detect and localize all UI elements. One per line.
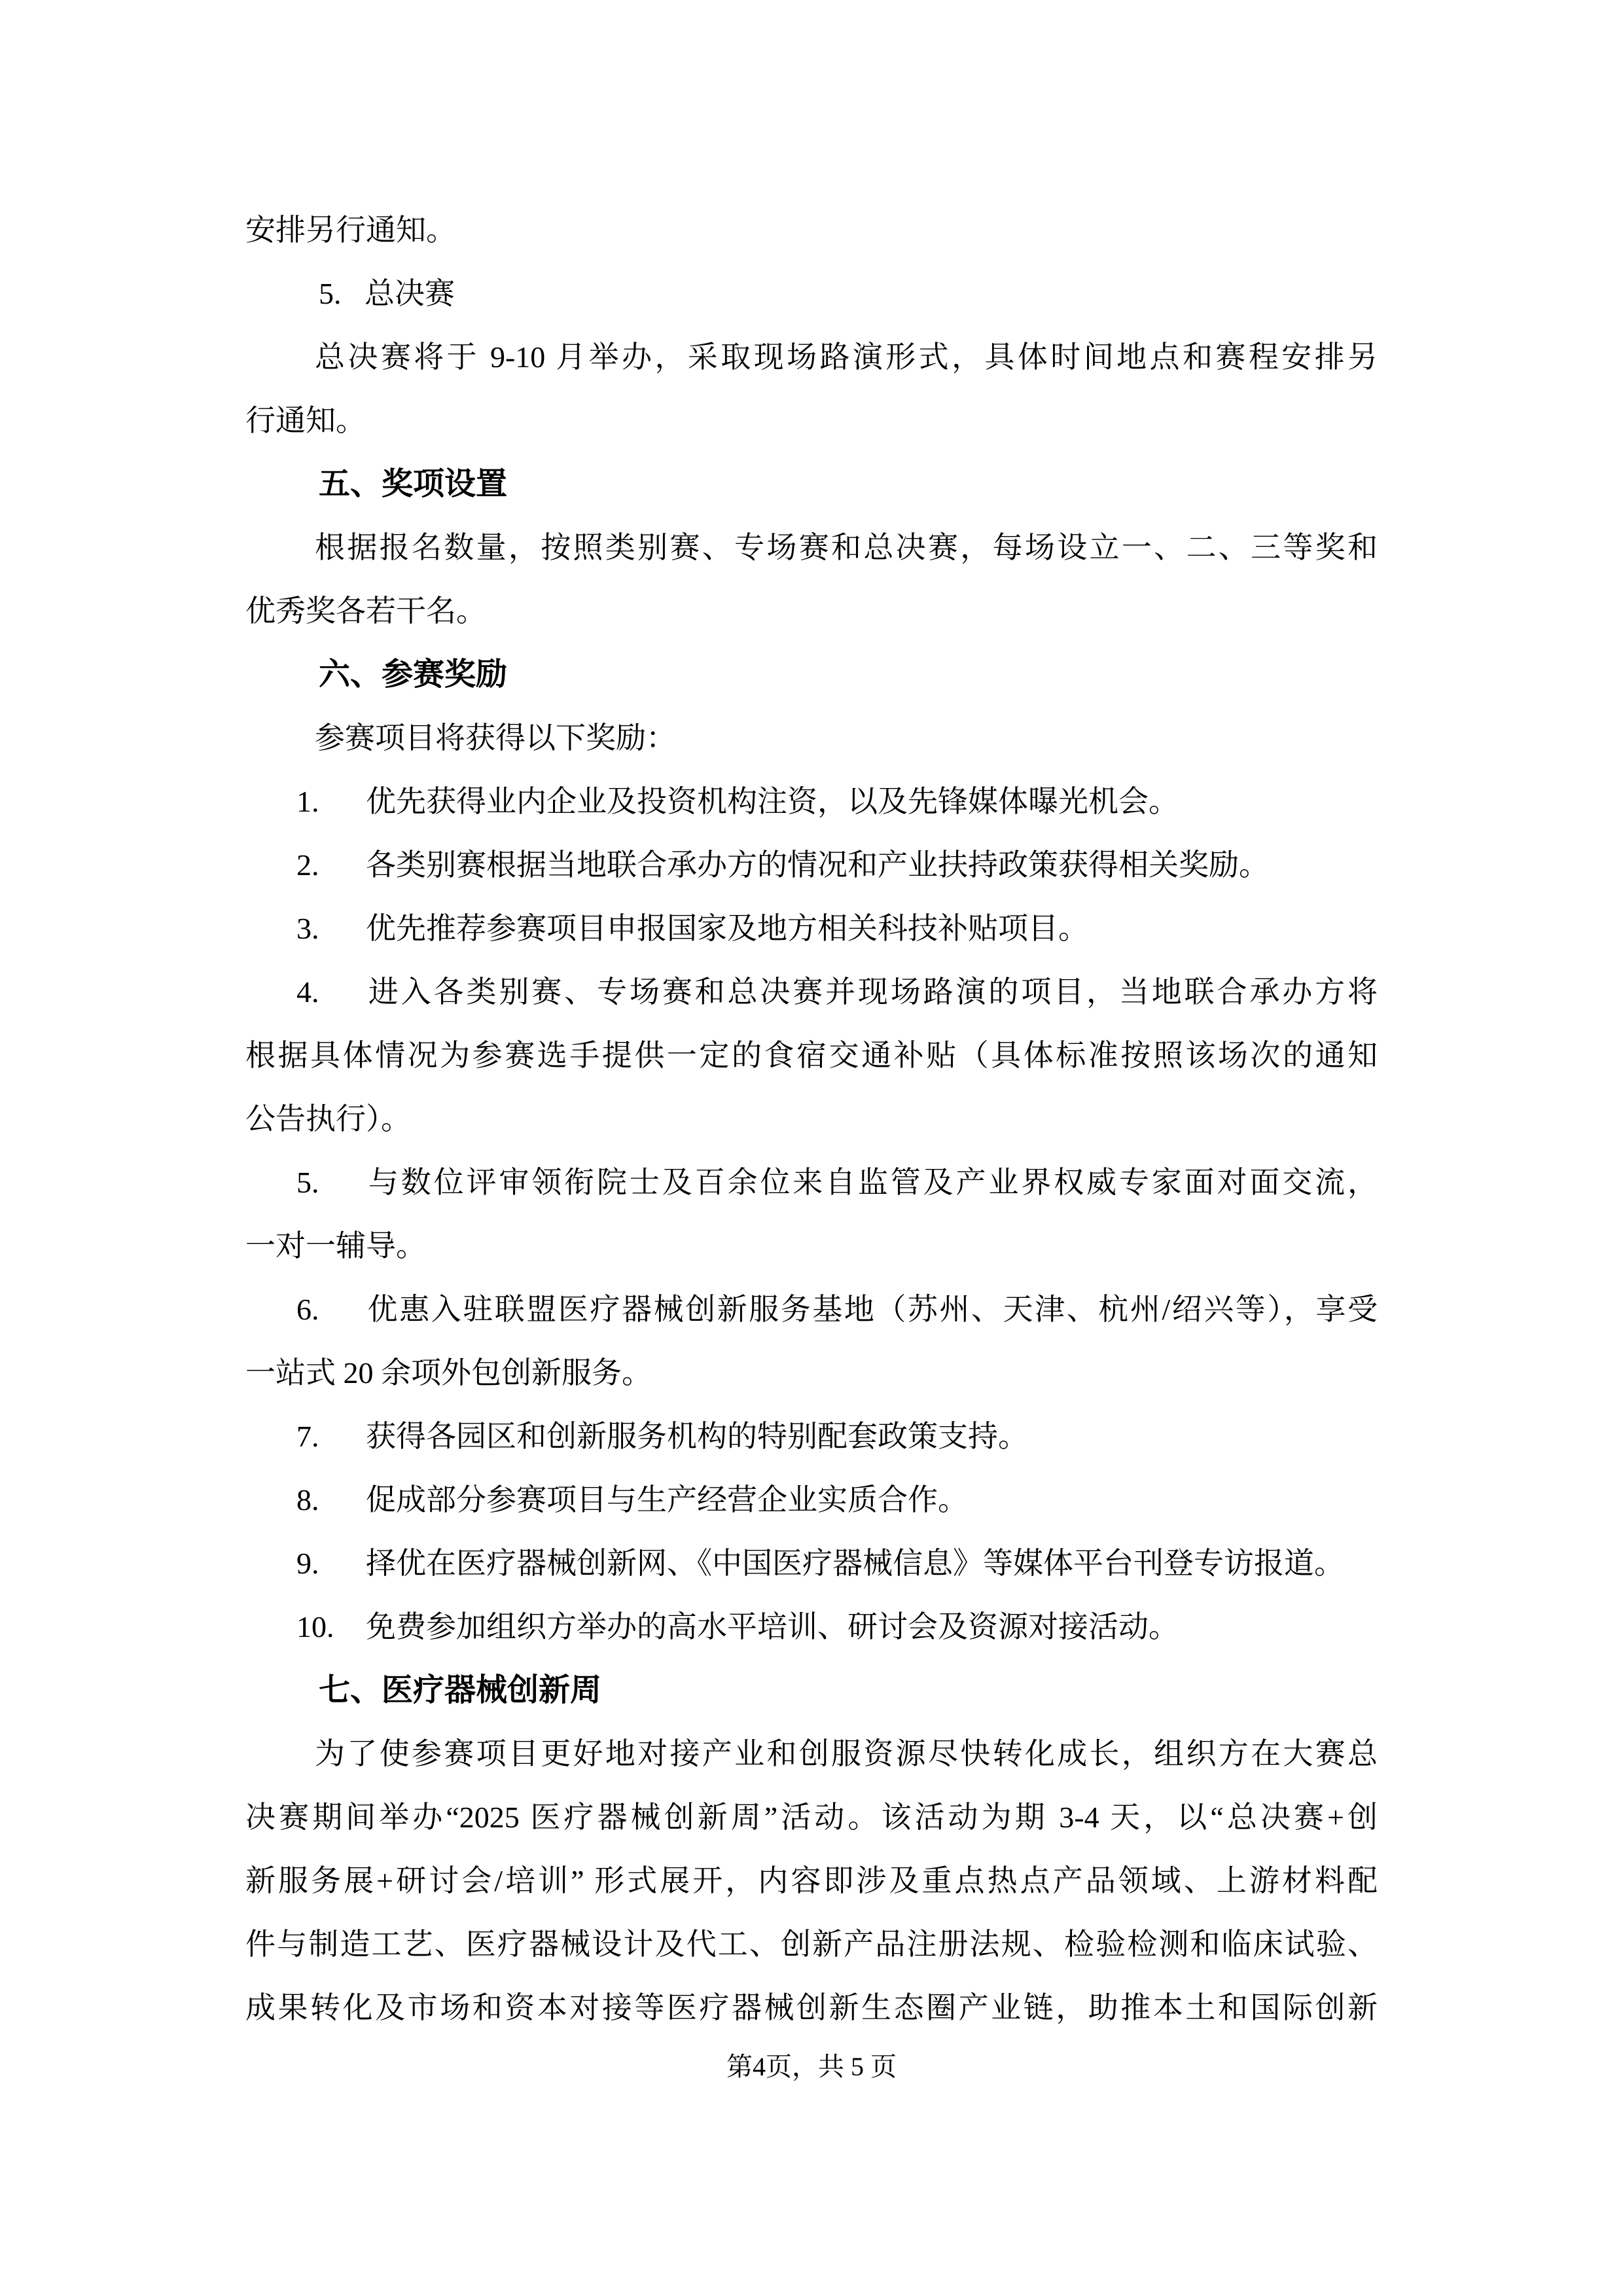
list-text: 优先推荐参赛项目申报国家及地方相关科技补贴项目。 [366, 912, 1088, 945]
list-text: 优惠入驻联盟医疗器械创新服务基地（苏州、天津、杭州/绍兴等），享受 [366, 1293, 1378, 1326]
list-item-4 [245, 960, 1378, 1024]
paragraph-line: 一对一辅导。 [245, 1229, 426, 1263]
list-item-3 [245, 897, 1378, 960]
list-item-10 [245, 1595, 1378, 1659]
paragraph-line: 参赛项目将获得以下奖励： [315, 721, 676, 755]
section-heading-innovation-week: 七、医疗器械创新周 [319, 1673, 602, 1708]
paragraph-line: 新服务展+研讨会/培训” 形式展开，内容即涉及重点热点产品领域、上游材料配 [245, 1864, 1378, 1897]
list-item-6 [245, 1278, 1378, 1341]
list-text: 择优在医疗器械创新网、《中国医疗器械信息》等媒体平台刊登专访报道。 [366, 1547, 1344, 1580]
list-number: 10. [296, 1610, 334, 1643]
section-heading-awards: 五、奖项设置 [319, 467, 508, 501]
list-text: 与数位评审领衔院士及百余位来自监管及产业界权威专家面对面交流， [366, 1166, 1378, 1199]
list-text: 各类别赛根据当地联合承办方的情况和产业扶持政策获得相关奖励。 [366, 848, 1269, 882]
paragraph-line: 优秀奖各若干名。 [245, 594, 486, 628]
list-number: 5. [296, 1166, 319, 1199]
list-number: 1. [296, 785, 319, 818]
paragraph-line: 公告执行）。 [245, 1102, 411, 1136]
paragraph-line: 总决赛将于 9-10 月举办，采取现场路演形式，具体时间地点和赛程安排另 [315, 340, 1378, 374]
list-item-7 [245, 1405, 1378, 1468]
list-text: 获得各园区和创新服务机构的特别配套政策支持。 [366, 1420, 1028, 1453]
list-text: 进入各类别赛、专场赛和总决赛并现场路演的项目，当地联合承办方将 [366, 975, 1378, 1009]
list-text: 免费参加组织方举办的高水平培训、研讨会及资源对接活动。 [366, 1610, 1179, 1643]
list-number: 8. [296, 1483, 319, 1516]
list-number: 4. [296, 975, 319, 1009]
list-item-5 [245, 1151, 1378, 1214]
paragraph-line: 成果转化及市场和资本对接等医疗器械创新生态圈产业链，助推本土和国际创新 [245, 1991, 1378, 2024]
list-number: 3. [296, 912, 319, 945]
subsection-number: 5. [319, 277, 342, 310]
list-item-1 [245, 770, 1378, 833]
list-number: 9. [296, 1547, 319, 1580]
paragraph-line: 为了使参赛项目更好地对接产业和创服资源尽快转化成长，组织方在大赛总 [315, 1737, 1378, 1770]
section-heading-rewards: 六、参赛奖励 [319, 657, 508, 692]
list-item-8 [245, 1468, 1378, 1532]
paragraph-line: 行通知。 [245, 404, 366, 437]
paragraph-line: 根据报名数量，按照类别赛、专场赛和总决赛，每场设立一、二、三等奖和 [315, 531, 1378, 564]
subsection-title: 总决赛 [365, 277, 455, 310]
paragraph-line: 件与制造工艺、医疗器械设计及代工、创新产品注册法规、检验检测和临床试验、 [245, 1928, 1378, 1961]
list-text: 优先获得业内企业及投资机构注资，以及先锋媒体曝光机会。 [366, 785, 1179, 818]
list-number: 2. [296, 848, 319, 882]
list-item-2 [245, 833, 1378, 897]
page-number: 第4页，共 5 页 [726, 2052, 897, 2081]
paragraph-line: 根据具体情况为参赛选手提供一定的食宿交通补贴（具体标准按照该场次的通知 [245, 1039, 1378, 1072]
list-item-9 [245, 1532, 1378, 1595]
paragraph-line: 决赛期间举办“2025 医疗器械创新周”活动。该活动为期 3-4 天，以“总决赛+创 [245, 1801, 1378, 1834]
list-text: 促成部分参赛项目与生产经营企业实质合作。 [366, 1483, 968, 1516]
paragraph-line: 安排另行通知。 [245, 213, 456, 247]
list-number: 6. [296, 1293, 319, 1326]
document-body [245, 198, 1378, 2039]
subsection-finals [245, 262, 1378, 325]
list-number: 7. [296, 1420, 319, 1453]
paragraph-line: 一站式 20 余项外包创新服务。 [245, 1356, 652, 1390]
